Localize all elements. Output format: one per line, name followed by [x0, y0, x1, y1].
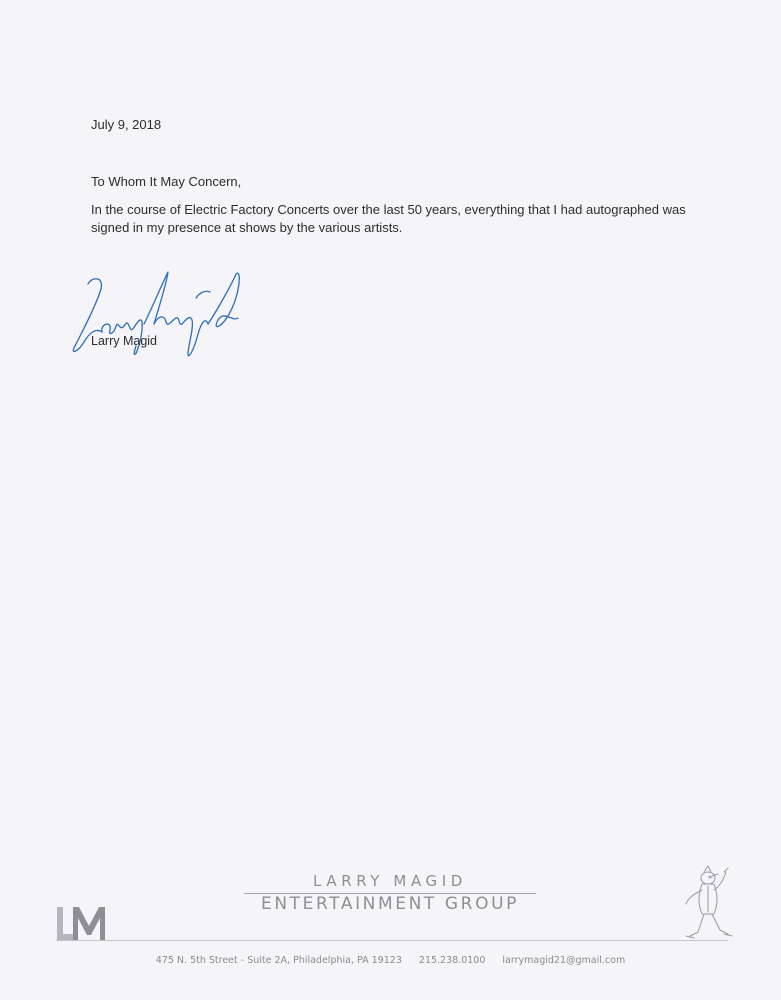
letterhead-name-line2: ENTERTAINMENT GROUP [261, 894, 519, 914]
footer-phone: 215.238.0100 [418, 955, 486, 966]
footer-address-text: 475 N. 5th Street - Suite 2A, Philadelphia, PA 19123 [155, 955, 402, 966]
footer-contact [0, 955, 781, 966]
letter-salutation: To Whom It May Concern, [91, 174, 242, 189]
letter-body: In the course of Electric Factory Concerts over the last 50 years, everything that I had autographed was signed in my presence at shows by the various artists. [91, 202, 686, 235]
footer-email: larrymagid21@gmail.com [502, 955, 626, 966]
lm-logo [55, 904, 109, 942]
handwritten-signature [66, 262, 246, 372]
signer-name: Larry Magid [91, 334, 157, 348]
letterhead-name-line1: LARRY MAGID [313, 872, 467, 890]
footer-rule [56, 940, 728, 941]
letter-date: July 9, 2018 [91, 117, 162, 132]
mascot-illustration-icon [678, 864, 734, 942]
